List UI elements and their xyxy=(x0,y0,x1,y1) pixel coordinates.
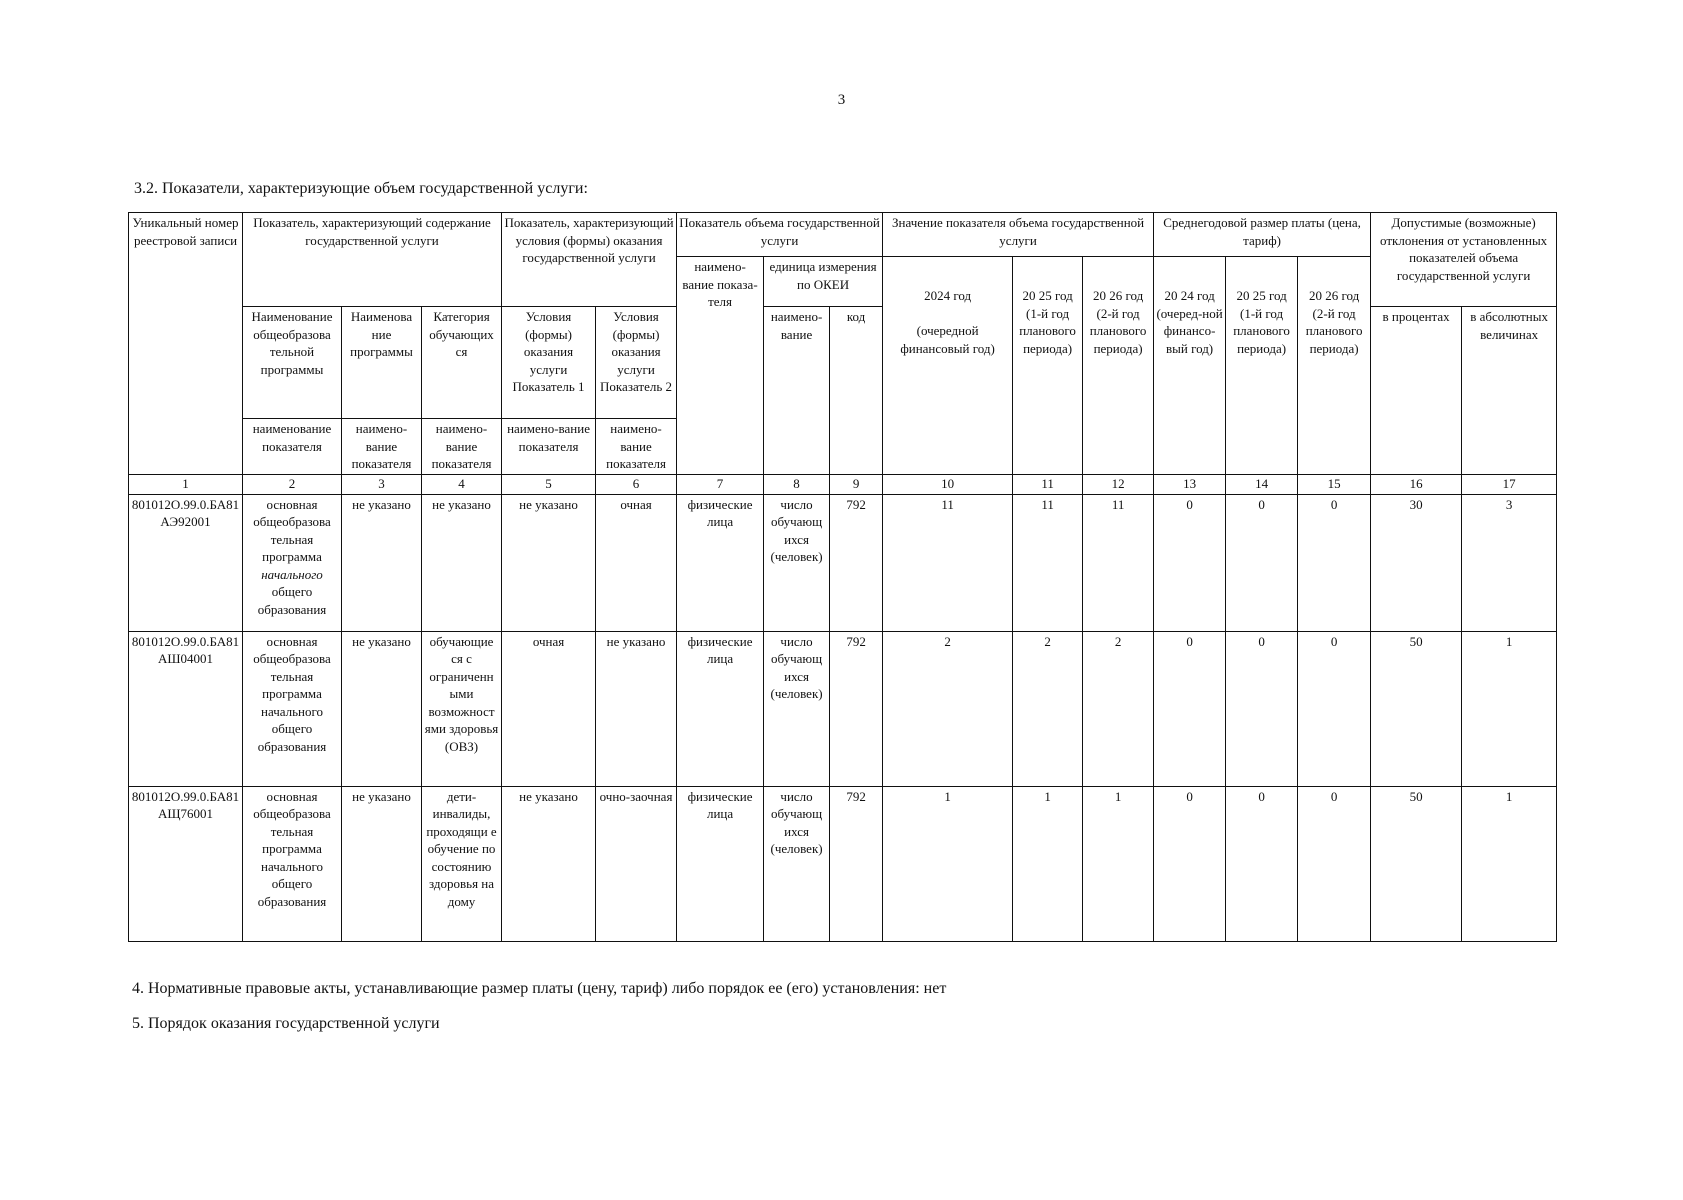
header-conditions-group: Показатель, характеризующий условия (формы) оказания государственной услуги xyxy=(502,213,677,307)
unit-name: число обучающ ихся (человек) xyxy=(764,786,830,941)
value-2026: 11 xyxy=(1083,494,1154,631)
fee-2026: 0 xyxy=(1298,494,1371,631)
header-condition-1: Условия (формы) оказания услуги Показатель 1 xyxy=(502,307,596,419)
program: не указано xyxy=(342,494,422,631)
header-year-2024 xyxy=(883,257,1013,475)
table-row xyxy=(129,631,1557,786)
header-indicator-name-1: наименование показателя xyxy=(243,419,342,475)
fee-2025: 0 xyxy=(1226,494,1298,631)
value-2024: 1 xyxy=(883,786,1013,941)
col-num: 14 xyxy=(1226,474,1298,494)
registry-number: 801012О.99.0.БА81АШ04001 xyxy=(129,631,243,786)
registry-number: 801012О.99.0.БА81АЭ92001 xyxy=(129,494,243,631)
fee-2024: 0 xyxy=(1154,494,1226,631)
fee-2025-note: (1-й год планового периода) xyxy=(1233,305,1290,356)
header-volume-indicator-name: наимено-вание показа-теля xyxy=(677,257,764,475)
fee-2024: 0 xyxy=(1154,631,1226,786)
program-name-a: основная общеобразова тельная программа xyxy=(253,788,331,857)
header-deviation-absolute: в абсолютных величинах xyxy=(1462,307,1557,475)
program-name-c: общего образования xyxy=(257,721,327,754)
deviation-percent: 30 xyxy=(1371,494,1462,631)
student-category: обучающие ся с ограниченн ыми возможност ями здоровья (ОВЗ) xyxy=(422,631,502,786)
col-num: 9 xyxy=(830,474,883,494)
condition-2: не указано xyxy=(596,631,677,786)
header-indicator-name-2: наимено-вание показателя xyxy=(342,419,422,475)
header-unit-code: код xyxy=(830,307,883,475)
section-3-2-title: 3.2. Показатели, характеризующие объем государственной услуги: xyxy=(134,180,588,197)
fee-2024-label: 20 24 год xyxy=(1164,288,1215,303)
col-num: 3 xyxy=(342,474,422,494)
header-unit-okei: единица измерения по ОКЕИ xyxy=(764,257,883,307)
col-num: 1 xyxy=(129,474,243,494)
fee-2025: 0 xyxy=(1226,786,1298,941)
deviation-absolute: 3 xyxy=(1462,494,1557,631)
condition-2: очная xyxy=(596,494,677,631)
value-2024: 2 xyxy=(883,631,1013,786)
col-num: 12 xyxy=(1083,474,1154,494)
header-fee-2025 xyxy=(1226,257,1298,475)
header-fee-2026 xyxy=(1298,257,1371,475)
program: не указано xyxy=(342,786,422,941)
table-row xyxy=(129,786,1557,941)
header-fee-2024 xyxy=(1154,257,1226,475)
year-2025-note: (1-й год планового периода) xyxy=(1019,305,1076,356)
program-name xyxy=(243,631,342,786)
value-2025: 1 xyxy=(1013,786,1083,941)
col-num: 15 xyxy=(1298,474,1371,494)
fee-2024: 0 xyxy=(1154,786,1226,941)
program-name-c: общего образования xyxy=(257,876,327,909)
condition-2: очно-заочная xyxy=(596,786,677,941)
deviation-percent: 50 xyxy=(1371,786,1462,941)
unit-name: число обучающ ихся (человек) xyxy=(764,631,830,786)
col-num: 13 xyxy=(1154,474,1226,494)
program: не указано xyxy=(342,631,422,786)
year-2025-label: 20 25 год xyxy=(1022,288,1073,303)
indicator-name: физические лица xyxy=(677,494,764,631)
fee-2026: 0 xyxy=(1298,631,1371,786)
registry-number: 801012О.99.0.БА81АЩ76001 xyxy=(129,786,243,941)
deviation-absolute: 1 xyxy=(1462,631,1557,786)
program-name-a: основная общеобразова тельная программа xyxy=(253,633,331,702)
program-name-b: начального xyxy=(260,703,323,719)
header-indicator-name-5: наимено-вание показателя xyxy=(596,419,677,475)
unit-name: число обучающ ихся (человек) xyxy=(764,494,830,631)
header-program-name: Наименование общеобразова тельной программы xyxy=(243,307,342,419)
indicator-name: физические лица xyxy=(677,786,764,941)
section-5-title: 5. Порядок оказания государственной услуги xyxy=(132,1015,440,1032)
header-content-group: Показатель, характеризующий содержание государственной услуги xyxy=(243,213,502,307)
volume-indicators-table xyxy=(128,212,1557,942)
col-num: 2 xyxy=(243,474,342,494)
fee-2026: 0 xyxy=(1298,786,1371,941)
program-name-b: начального xyxy=(260,858,323,874)
year-2024-note: (очередной финансовый год) xyxy=(900,323,995,356)
col-num: 8 xyxy=(764,474,830,494)
value-2025: 2 xyxy=(1013,631,1083,786)
program-name-a: основная общеобразова тельная программа xyxy=(253,496,331,565)
fee-2026-note: (2-й год планового периода) xyxy=(1305,305,1363,356)
program-name-c: общего образования xyxy=(257,584,327,617)
header-indicator-name-4: наимено-вание показателя xyxy=(502,419,596,475)
col-num: 17 xyxy=(1462,474,1557,494)
column-number-row xyxy=(129,474,1557,494)
header-value-group: Значение показателя объема государственной услуги xyxy=(883,213,1154,257)
header-year-2025 xyxy=(1013,257,1083,475)
program-name xyxy=(243,786,342,941)
fee-2026-label: 20 26 год xyxy=(1308,288,1360,303)
year-2024-label: 2024 год xyxy=(924,288,972,303)
header-deviation-group: Допустимые (возможные) отклонения от установленных показателей объема государственной услуги xyxy=(1371,213,1557,307)
deviation-percent: 50 xyxy=(1371,631,1462,786)
table-row xyxy=(129,494,1557,631)
year-2026-label: 20 26 год xyxy=(1092,288,1144,303)
indicator-name: физические лица xyxy=(677,631,764,786)
program-name xyxy=(243,494,342,631)
header-fee-group: Среднегодовой размер платы (цена, тариф) xyxy=(1154,213,1371,257)
header-condition-2: Условия (формы) оказания услуги Показатель 2 xyxy=(596,307,677,419)
col-num: 5 xyxy=(502,474,596,494)
unit-code: 792 xyxy=(830,494,883,631)
col-num: 6 xyxy=(596,474,677,494)
value-2024: 11 xyxy=(883,494,1013,631)
col-num: 11 xyxy=(1013,474,1083,494)
deviation-absolute: 1 xyxy=(1462,786,1557,941)
header-program: Наименова ние программы xyxy=(342,307,422,419)
program-name-b: начального xyxy=(261,566,323,582)
student-category: дети-инвалиды, проходящи е обучение по состоянию здоровья на дому xyxy=(422,786,502,941)
header-category: Категория обучающих ся xyxy=(422,307,502,419)
value-2026: 1 xyxy=(1083,786,1154,941)
unit-code: 792 xyxy=(830,631,883,786)
value-2025: 11 xyxy=(1013,494,1083,631)
header-deviation-percent: в процентах xyxy=(1371,307,1462,475)
condition-1: не указано xyxy=(502,494,596,631)
col-num: 10 xyxy=(883,474,1013,494)
header-indicator-name-3: наимено-вание показателя xyxy=(422,419,502,475)
col-num: 16 xyxy=(1371,474,1462,494)
col-num: 4 xyxy=(422,474,502,494)
section-4-text: 4. Нормативные правовые акты, устанавливающие размер платы (цену, тариф) либо порядок ее (его) установления: нет xyxy=(132,980,947,997)
col-num: 7 xyxy=(677,474,764,494)
header-unit-name: наимено-вание xyxy=(764,307,830,475)
page-number: 3 xyxy=(837,92,846,108)
header-volume-group: Показатель объема государственной услуги xyxy=(677,213,883,257)
header-registry-number: Уникальный номер реестровой записи xyxy=(129,213,243,475)
fee-2025: 0 xyxy=(1226,631,1298,786)
value-2026: 2 xyxy=(1083,631,1154,786)
fee-2025-label: 20 25 год xyxy=(1236,288,1287,303)
condition-1: не указано xyxy=(502,786,596,941)
student-category: не указано xyxy=(422,494,502,631)
unit-code: 792 xyxy=(830,786,883,941)
condition-1: очная xyxy=(502,631,596,786)
header-year-2026 xyxy=(1083,257,1154,475)
fee-2024-note: (очеред-ной финансо-вый год) xyxy=(1156,305,1223,356)
year-2026-note: (2-й год планового периода) xyxy=(1089,305,1147,356)
